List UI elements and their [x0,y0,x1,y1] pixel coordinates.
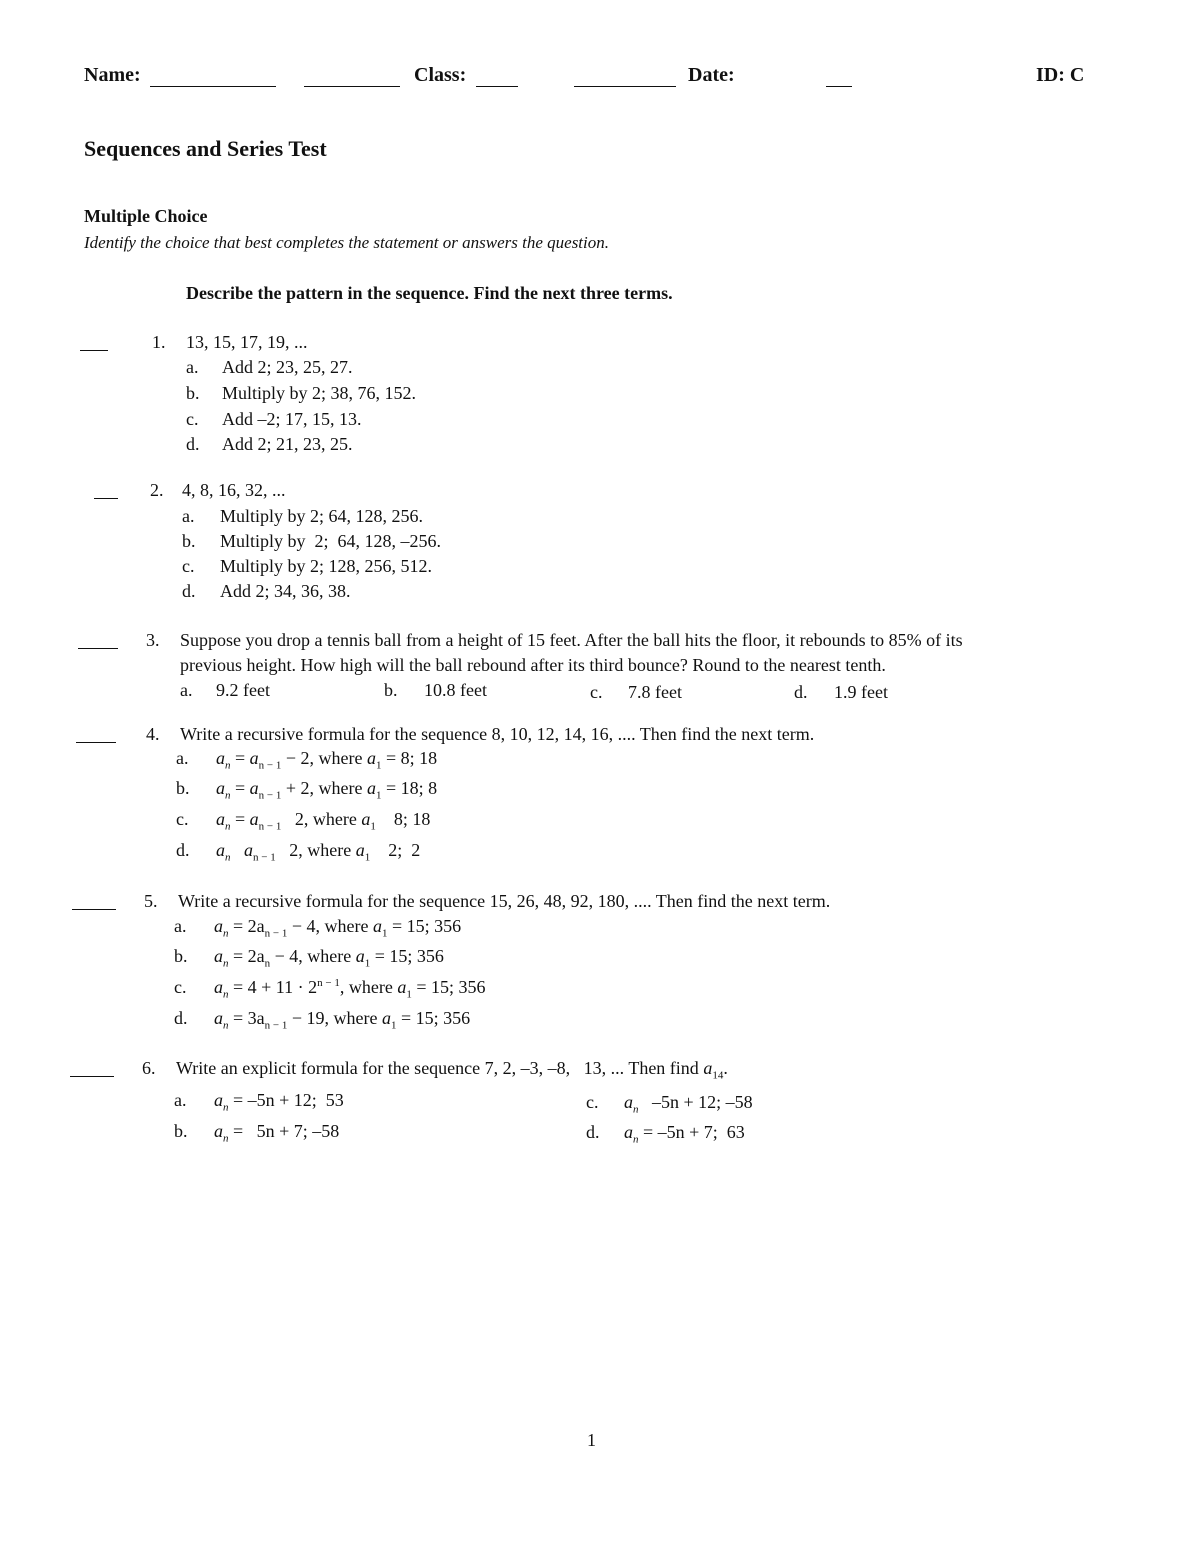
answer-blank-5[interactable] [72,909,116,910]
choice-text: Multiply by 2; 64, 128, 256. [220,506,424,526]
choice-letter: d. [182,581,196,601]
choice-letter: d. [174,1008,188,1028]
question-number: 3. [146,630,160,650]
choice-text: 9.2 feet [216,680,270,700]
question-text: Write an explicit formula for the sequence 7, 2, –3, –8, 13, ... Then find $a_{14}$. [176,1058,728,1082]
choice-text: Add 2; 23, 25, 27. [222,357,353,377]
class-field[interactable] [476,68,676,87]
question-text: Suppose you drop a tennis ball from a height of 15 feet. After the ball hits the floor, it rebounds to 85% of its [180,630,963,650]
choice-letter: b. [182,531,196,551]
section-heading: Multiple Choice [84,206,208,226]
answer-blank-3[interactable] [78,648,118,649]
choice-text: 1.9 feet [834,682,888,702]
choice-letter: a. [174,1090,187,1110]
choice-letter: b. [174,946,188,966]
question-number: 4. [146,724,160,744]
choice-formula: $a_n$ $a_{n - 1}$ 2, where $a_1$ 2; 2 [216,840,421,864]
choice-letter: c. [182,556,195,576]
choice-formula: $a_n$ –5n + 12; –58 [624,1092,753,1116]
name-label: Name: [84,64,141,86]
choice-formula: $a_n = 3a_{n - 1} - 19$, where $a_1 = 15$; 356 [214,1008,471,1032]
choice-letter: b. [176,778,190,798]
date-label: Date: [688,64,735,86]
choice-formula: $a_n = a_{n - 1} + 2$, where $a_1 = 18$; 8 [216,778,438,802]
choice-letter: d. [794,682,808,702]
answer-blank-2[interactable] [94,498,118,499]
choice-formula: $a_n = 5n + 7$; –58 [214,1121,340,1145]
choice-text: 7.8 feet [628,682,682,702]
choice-letter: b. [384,680,398,700]
choice-text: 10.8 feet [424,680,487,700]
choice-letter: d. [186,434,200,454]
question-text: 13, 15, 17, 19, ... [186,332,308,352]
choice-formula: $a_n = 2a_n - 4$, where $a_1 = 15$; 356 [214,946,444,970]
date-field[interactable] [826,68,852,87]
choice-formula: $a_n = 4 + 11 \cdot 2^{n - 1}$, where $a_1 = 15$; 356 [214,977,486,1001]
question-number: 6. [142,1058,156,1078]
class-label: Class: [414,64,467,86]
question-number: 5. [144,891,158,911]
question-number: 2. [150,480,164,500]
page-number: 1 [587,1430,596,1450]
choice-formula: $a_n = 2a_{n - 1} - 4$, where $a_1 = 15$; 356 [214,916,462,940]
question-number: 1. [152,332,166,352]
choice-letter: a. [174,916,187,936]
answer-blank-6[interactable] [70,1076,114,1077]
choice-formula: $a_n = -5n + 12$; 53 [214,1090,344,1114]
choice-letter: c. [586,1092,599,1112]
answer-blank-1[interactable] [80,350,108,351]
choice-letter: a. [180,680,193,700]
page-title: Sequences and Series Test [84,136,327,161]
question-text: Write a recursive formula for the sequence 15, 26, 48, 92, 180, .... Then find the next term. [178,891,831,911]
choice-letter: b. [174,1121,188,1141]
choice-letter: c. [174,977,187,997]
section-instruction: Identify the choice that best completes the statement or answers the question. [84,233,609,252]
choice-text: Add 2; 34, 36, 38. [220,581,351,601]
choice-letter: b. [186,383,200,403]
choice-letter: c. [176,809,189,829]
choice-letter: d. [176,840,190,860]
choice-letter: c. [186,409,199,429]
directions: Describe the pattern in the sequence. Find the next three terms. [186,283,673,303]
name-field[interactable] [150,68,400,87]
choice-text: Multiply by 2; 128, 256, 512. [220,556,433,576]
answer-blank-4[interactable] [76,742,116,743]
choice-text: Add –2; 17, 15, 13. [222,409,362,429]
choice-text: Multiply by 2; 64, 128, –256. [220,531,442,551]
choice-formula: $a_n = -5n + 7$; 63 [624,1122,745,1146]
choice-formula: $a_n = a_{n - 1}$ 2, where $a_1$ 8; 18 [216,809,431,833]
choice-text: Add 2; 21, 23, 25. [222,434,353,454]
choice-letter: a. [182,506,195,526]
choice-letter: a. [186,357,199,377]
choice-letter: c. [590,682,603,702]
choice-letter: a. [176,748,189,768]
choice-formula: $a_n = a_{n - 1} - 2$, where $a_1 = 8$; 18 [216,748,438,772]
choice-letter: d. [586,1122,600,1142]
question-text: previous height. How high will the ball rebound after its third bounce? Round to the nearest tenth. [180,655,886,675]
choice-text: Multiply by 2; 38, 76, 152. [222,383,417,403]
question-text: Write a recursive formula for the sequence 8, 10, 12, 14, 16, .... Then find the next term. [180,724,815,744]
id-label: ID: C [1036,64,1085,86]
question-text: 4, 8, 16, 32, ... [182,480,286,500]
